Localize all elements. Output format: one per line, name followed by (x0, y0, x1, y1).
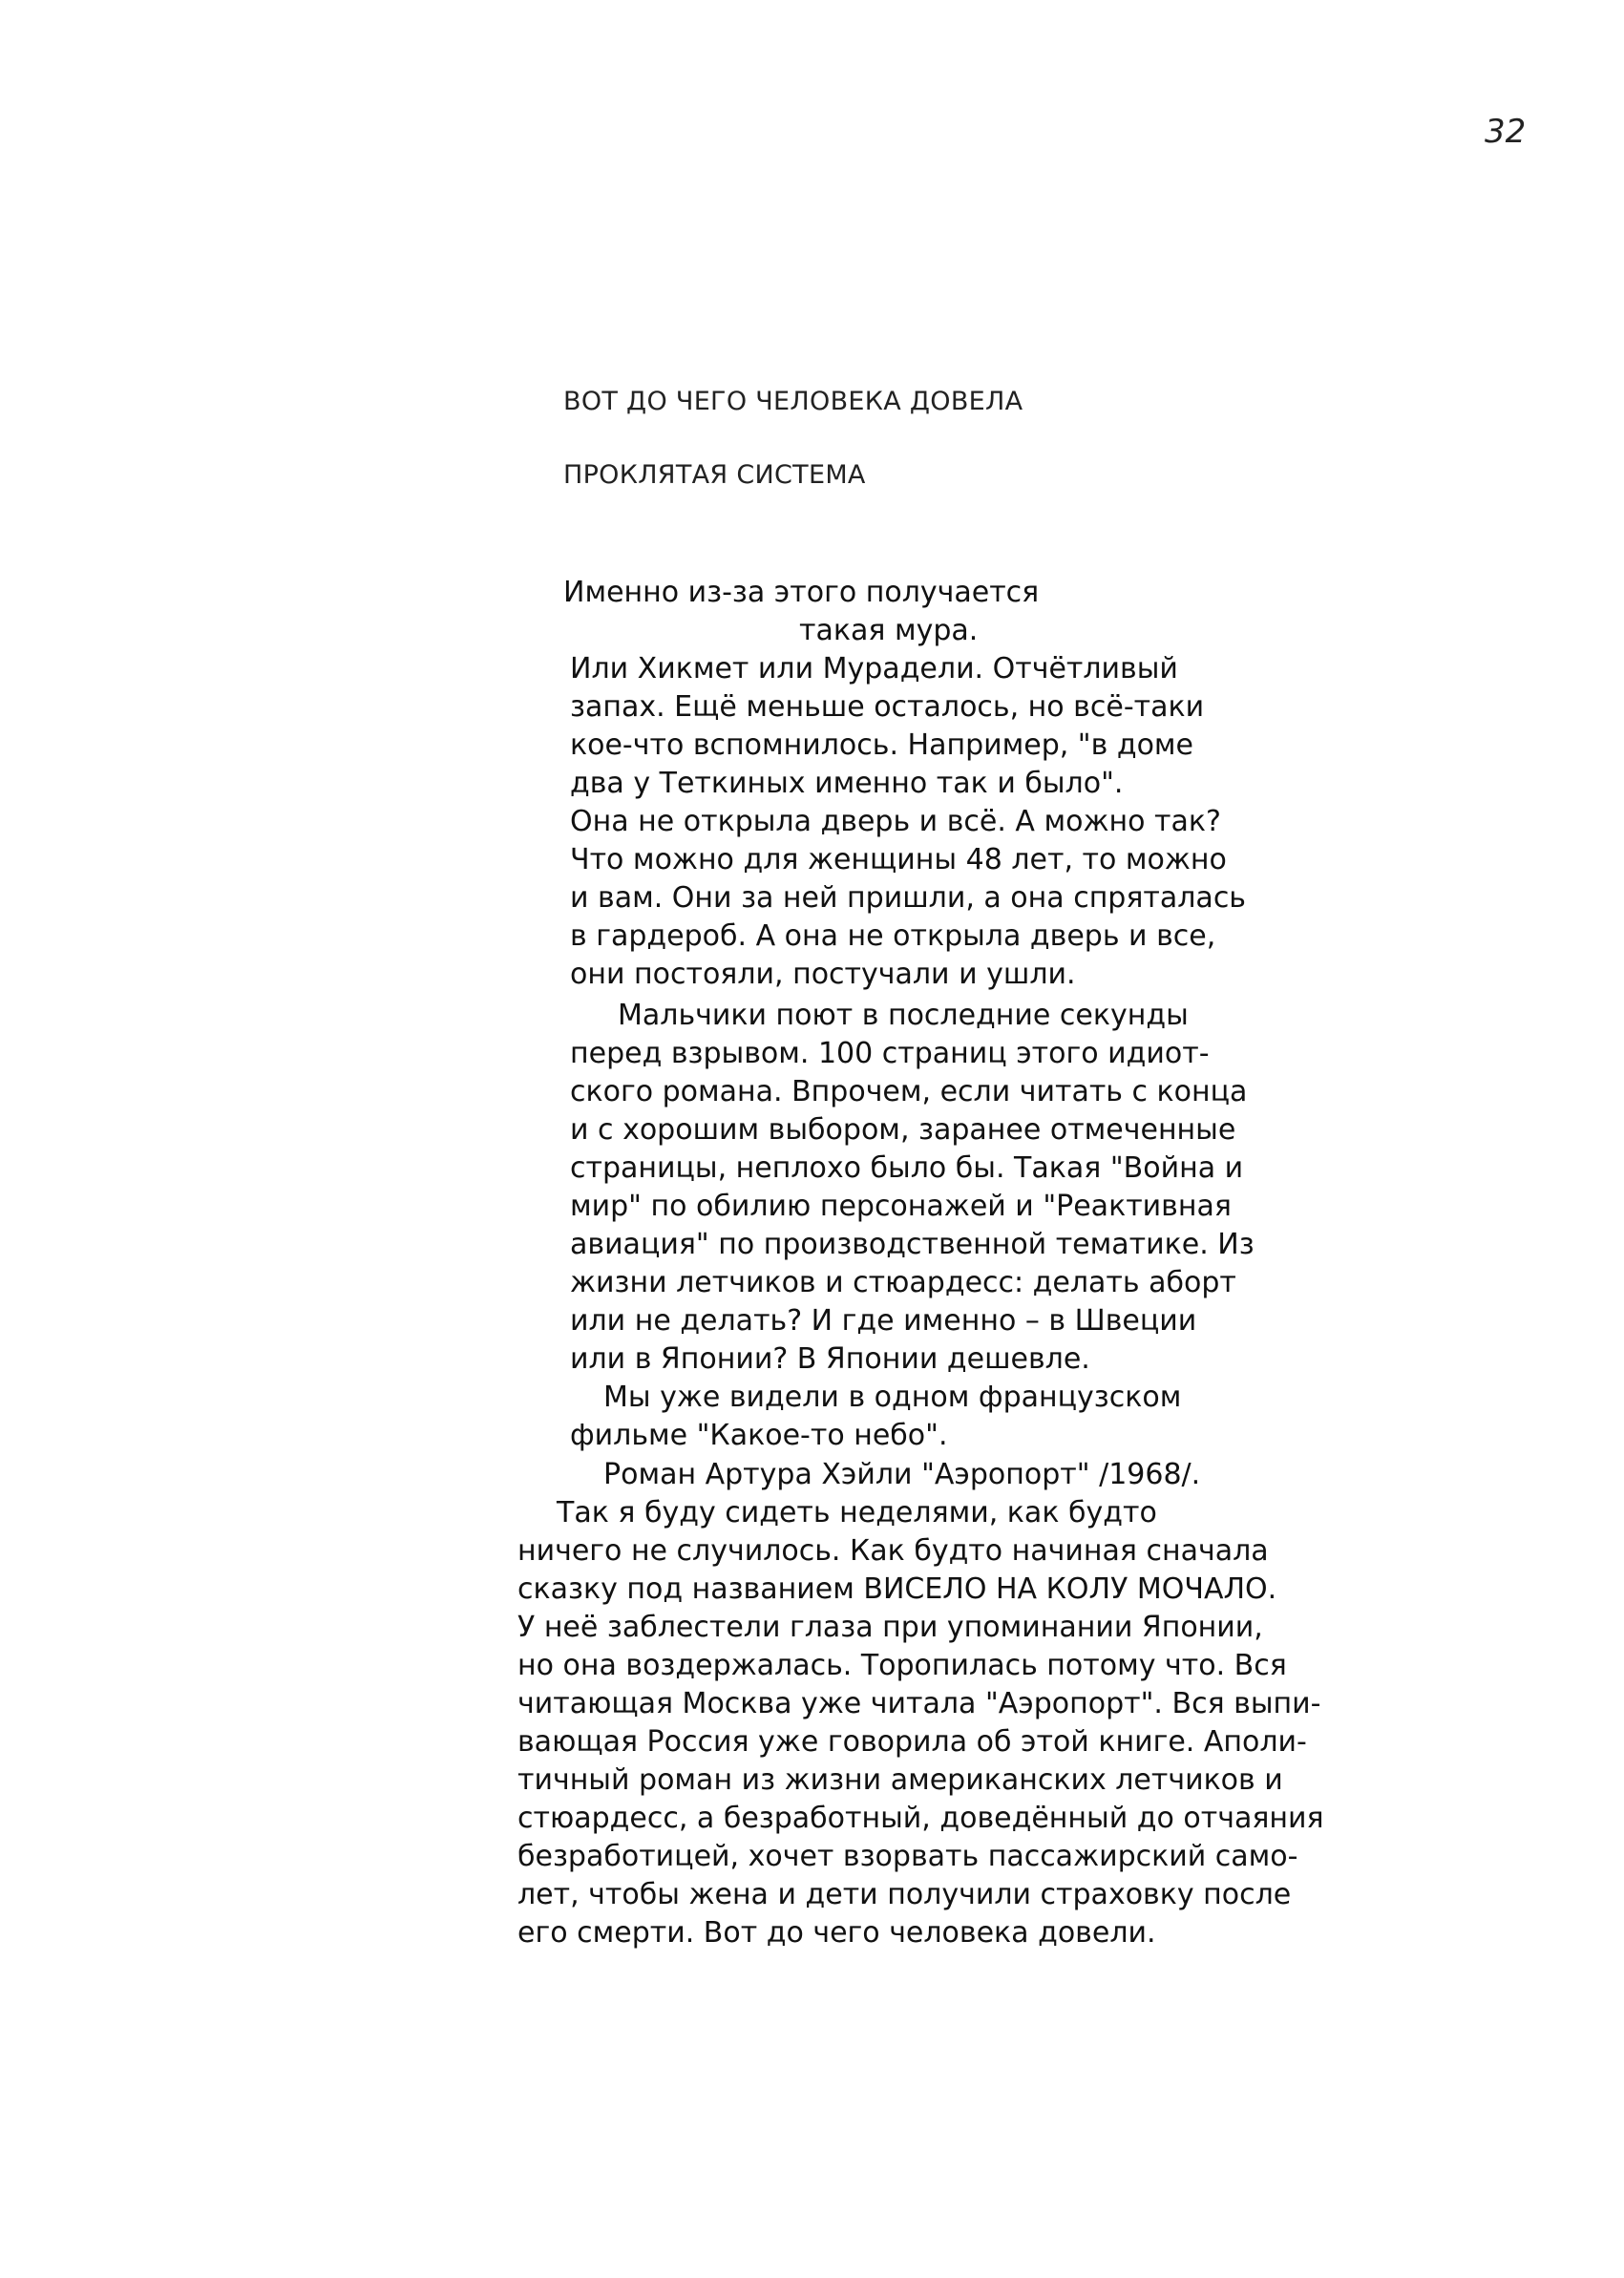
text-line: его смерти. Вот до чего человека довели. (517, 1916, 1156, 1950)
text-line: мир" по обилию персонажей и "Реактивная (570, 1190, 1232, 1223)
text-line: ского романа. Впрочем, если читать с конца (570, 1075, 1248, 1108)
text-line: или в Японии? В Японии дешевле. (570, 1342, 1090, 1376)
text-line: и вам. Они за ней пришли, а она спряталась (570, 881, 1246, 915)
text-line: или не делать? И где именно – в Швеции (570, 1304, 1197, 1338)
text-line: стюардесс, а безработный, доведённый до отчаяния (517, 1802, 1324, 1835)
text-line: Она не открыла дверь и всё. А можно так? (570, 805, 1221, 838)
text-line: два у Теткиных именно так и было". (570, 767, 1124, 800)
page-number: 32 (1485, 113, 1527, 151)
text-line: ничего не случилось. Как будто начиная сначала (517, 1534, 1269, 1568)
text-line: такая мура. (799, 614, 979, 647)
text-line: Что можно для женщины 48 лет, то можно (570, 843, 1227, 876)
text-line: фильме "Какое-то небо". (570, 1419, 948, 1452)
text-line: Именно из-за этого получается (563, 576, 1040, 609)
text-line: и с хорошим выбором, заранее отмеченные (570, 1113, 1236, 1147)
text-line: перед взрывом. 100 страниц этого идиот- (570, 1037, 1210, 1070)
text-line: У неё заблестели глаза при упоминании Японии, (517, 1611, 1263, 1644)
text-line: но она воздержалась. Торопилась потому что. Вся (517, 1649, 1287, 1682)
text-line: они постояли, постучали и ушли. (570, 958, 1076, 991)
heading-line-2: ПРОКЛЯТАЯ СИСТЕМА (563, 460, 866, 490)
text-line: безработицей, хочет взорвать пассажирский само- (517, 1840, 1298, 1873)
text-line: авиация" по производственной тематике. Из (570, 1228, 1255, 1261)
text-line: Мы уже видели в одном французском (603, 1381, 1182, 1414)
text-line: в гардероб. А она не открыла дверь и все, (570, 919, 1216, 953)
heading-line-1: ВОТ ДО ЧЕГО ЧЕЛОВЕКА ДОВЕЛА (563, 387, 1023, 416)
text-line: читающая Москва уже читала "Аэропорт". Вся выпи- (517, 1687, 1321, 1720)
text-line: Роман Артура Хэйли "Аэропорт" /1968/. (603, 1458, 1201, 1491)
text-line: жизни летчиков и стюардесс: делать аборт (570, 1266, 1236, 1299)
text-line: сказку под названием ВИСЕЛО НА КОЛУ МОЧАЛО. (517, 1572, 1277, 1606)
text-line: Так я буду сидеть неделями, как будто (557, 1496, 1157, 1529)
text-line: вающая Россия уже говорила об этой книге. Аполи- (517, 1725, 1307, 1759)
text-line: Или Хикмет или Мурадели. Отчётливый (570, 652, 1178, 686)
text-line: страницы, неплохо было бы. Такая "Война и (570, 1151, 1244, 1185)
text-line: Мальчики поют в последние секунды (618, 999, 1189, 1032)
text-line: запах. Ещё меньше осталось, но всё-таки (570, 690, 1205, 724)
text-line: кое-что вспомнилось. Например, "в доме (570, 728, 1194, 762)
text-line: тичный роман из жизни американских летчиков и (517, 1763, 1283, 1797)
text-line: лет, чтобы жена и дети получили страховку после (517, 1878, 1292, 1911)
